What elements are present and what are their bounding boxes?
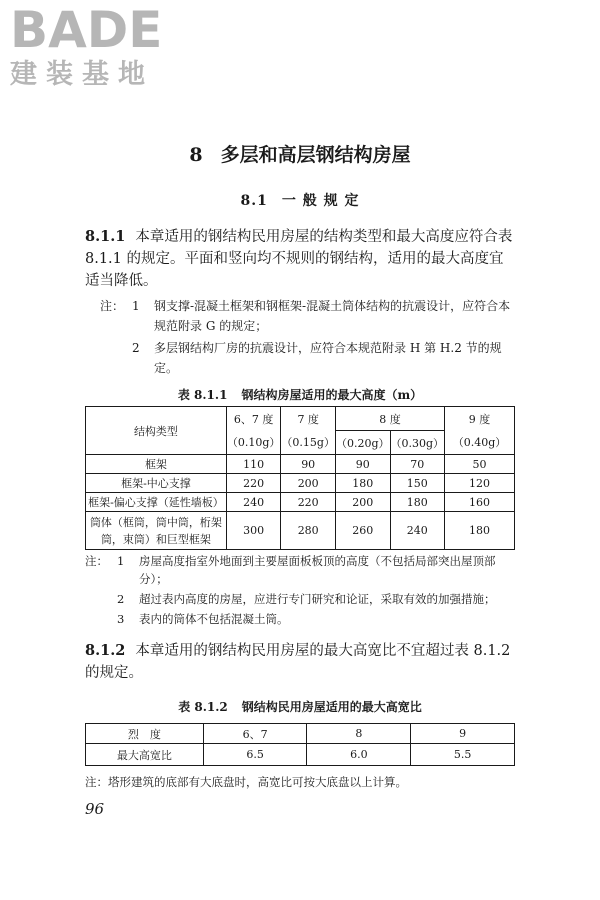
clause-8-1-2 <box>85 640 515 684</box>
row-value: 6.5 <box>203 744 307 766</box>
clause-text: 本章适用的钢结构民用房屋的结构类型和最大高度应符合表 8.1.1 的规定。平面和竖向均不规则的钢结构，适用的最大高度宜适当降低。 <box>85 229 513 289</box>
table-8-1-1 <box>85 406 515 550</box>
note-item <box>100 338 520 378</box>
row-value: 220 <box>226 474 281 493</box>
note-item <box>85 610 515 628</box>
table-title: 钢结构房屋适用的最大高度（m） <box>241 388 423 402</box>
section-number: 8.1 <box>240 193 268 209</box>
logo <box>10 2 185 92</box>
row-type: 框架-中心支撑 <box>86 474 227 493</box>
row-value: 5.5 <box>411 744 515 766</box>
table-8-1-2-note: 注：塔形建筑的底部有大底盘时，高宽比可按大底盘以上计算。 <box>85 775 407 789</box>
row-value: 90 <box>281 455 336 474</box>
note-number: 1 <box>132 299 140 313</box>
header-col-2: 7 度 <box>281 407 336 431</box>
table-row <box>86 512 515 550</box>
header-col-1-sub: （0.10g） <box>226 431 281 455</box>
header-col-4-sub: （0.40g） <box>445 431 515 455</box>
logo-brand: BADE <box>10 1 163 59</box>
logo-subtitle: 建装基地 <box>10 59 154 90</box>
table-number: 表 8.1.2 <box>178 700 228 714</box>
row-value: 180 <box>335 474 390 493</box>
row-value: 200 <box>335 493 390 512</box>
table-number: 表 8.1.1 <box>177 388 228 402</box>
note-label: 注： <box>85 554 108 568</box>
chapter-title-text: 多层和高层钢结构房屋 <box>220 144 411 166</box>
row-type: 框架 <box>86 455 227 474</box>
chapter-number: 8 <box>189 144 203 166</box>
row-value: 120 <box>445 474 515 493</box>
table-header-row <box>86 724 515 744</box>
header-col-4: 9 度 <box>445 407 515 431</box>
clause-notes <box>100 296 520 378</box>
header-intensity: 烈 度 <box>86 724 204 744</box>
note-number: 2 <box>117 592 125 606</box>
row-type: 框架-偏心支撑（延性墙板） <box>86 493 227 512</box>
header-col: 8 <box>307 724 411 744</box>
table-8-1-1-caption <box>0 386 600 403</box>
table-8-1-1-notes <box>85 552 515 628</box>
row-value: 110 <box>226 455 281 474</box>
header-col-3-sub-a: （0.20g） <box>335 431 390 455</box>
row-value: 180 <box>390 493 445 512</box>
table-8-1-2-caption <box>0 698 600 715</box>
note-number: 2 <box>132 341 140 355</box>
clause-8-1-1 <box>85 226 515 292</box>
row-value: 70 <box>390 455 445 474</box>
row-type: 筒体（框筒，筒中筒，桁架筒，束筒）和巨型框架 <box>86 512 227 550</box>
row-value: 180 <box>445 512 515 550</box>
row-value: 50 <box>445 455 515 474</box>
clause-text: 本章适用的钢结构民用房屋的最大高宽比不宜超过表 8.1.2 的规定。 <box>85 643 511 681</box>
note-text: 钢支撑-混凝土框架和钢框架-混凝土筒体结构的抗震设计，应符合本规范附录 G 的规定； <box>154 299 511 333</box>
note-label: 注： <box>100 299 125 313</box>
header-col: 9 <box>411 724 515 744</box>
row-value: 220 <box>281 493 336 512</box>
header-structure-type: 结构类型 <box>86 407 227 455</box>
page-number: 96 <box>85 800 105 818</box>
row-value: 150 <box>390 474 445 493</box>
row-label: 最大高宽比 <box>86 744 204 766</box>
header-col-3: 8 度 <box>335 407 444 431</box>
clause-number: 8.1.2 <box>85 642 126 659</box>
table-row <box>86 744 515 766</box>
note-item <box>85 590 515 608</box>
note-item <box>100 296 520 336</box>
header-col: 6、7 <box>203 724 307 744</box>
header-col-1: 6、7 度 <box>226 407 281 431</box>
table-header-row <box>86 407 515 431</box>
row-value: 260 <box>335 512 390 550</box>
row-value: 200 <box>281 474 336 493</box>
row-value: 240 <box>390 512 445 550</box>
note-number: 1 <box>117 554 125 568</box>
clause-number: 8.1.1 <box>85 228 126 245</box>
row-value: 240 <box>226 493 281 512</box>
header-col-3-sub-b: （0.30g） <box>390 431 445 455</box>
row-value: 280 <box>281 512 336 550</box>
table-title: 钢结构民用房屋适用的最大高宽比 <box>241 700 422 714</box>
table-row <box>86 455 515 474</box>
section-title <box>0 190 600 210</box>
table-row <box>86 474 515 493</box>
note-text: 房屋高度指室外地面到主要屋面板板顶的高度（不包括局部突出屋顶部分）； <box>139 554 496 586</box>
chapter-title <box>0 140 600 167</box>
header-col-2-sub: （0.15g） <box>281 431 336 455</box>
note-text: 超过表内高度的房屋，应进行专门研究和论证，采取有效的加强措施； <box>139 592 496 606</box>
row-value: 6.0 <box>307 744 411 766</box>
section-title-text: 一 般 规 定 <box>281 193 360 209</box>
note-text: 表内的筒体不包括混凝土筒。 <box>139 612 289 626</box>
table-8-1-2 <box>85 723 515 766</box>
table-row <box>86 493 515 512</box>
row-value: 160 <box>445 493 515 512</box>
row-value: 300 <box>226 512 281 550</box>
note-number: 3 <box>117 612 125 626</box>
note-text: 多层钢结构厂房的抗震设计，应符合本规范附录 H 第 H.2 节的规定。 <box>154 341 502 375</box>
row-value: 90 <box>335 455 390 474</box>
note-item <box>85 552 515 588</box>
